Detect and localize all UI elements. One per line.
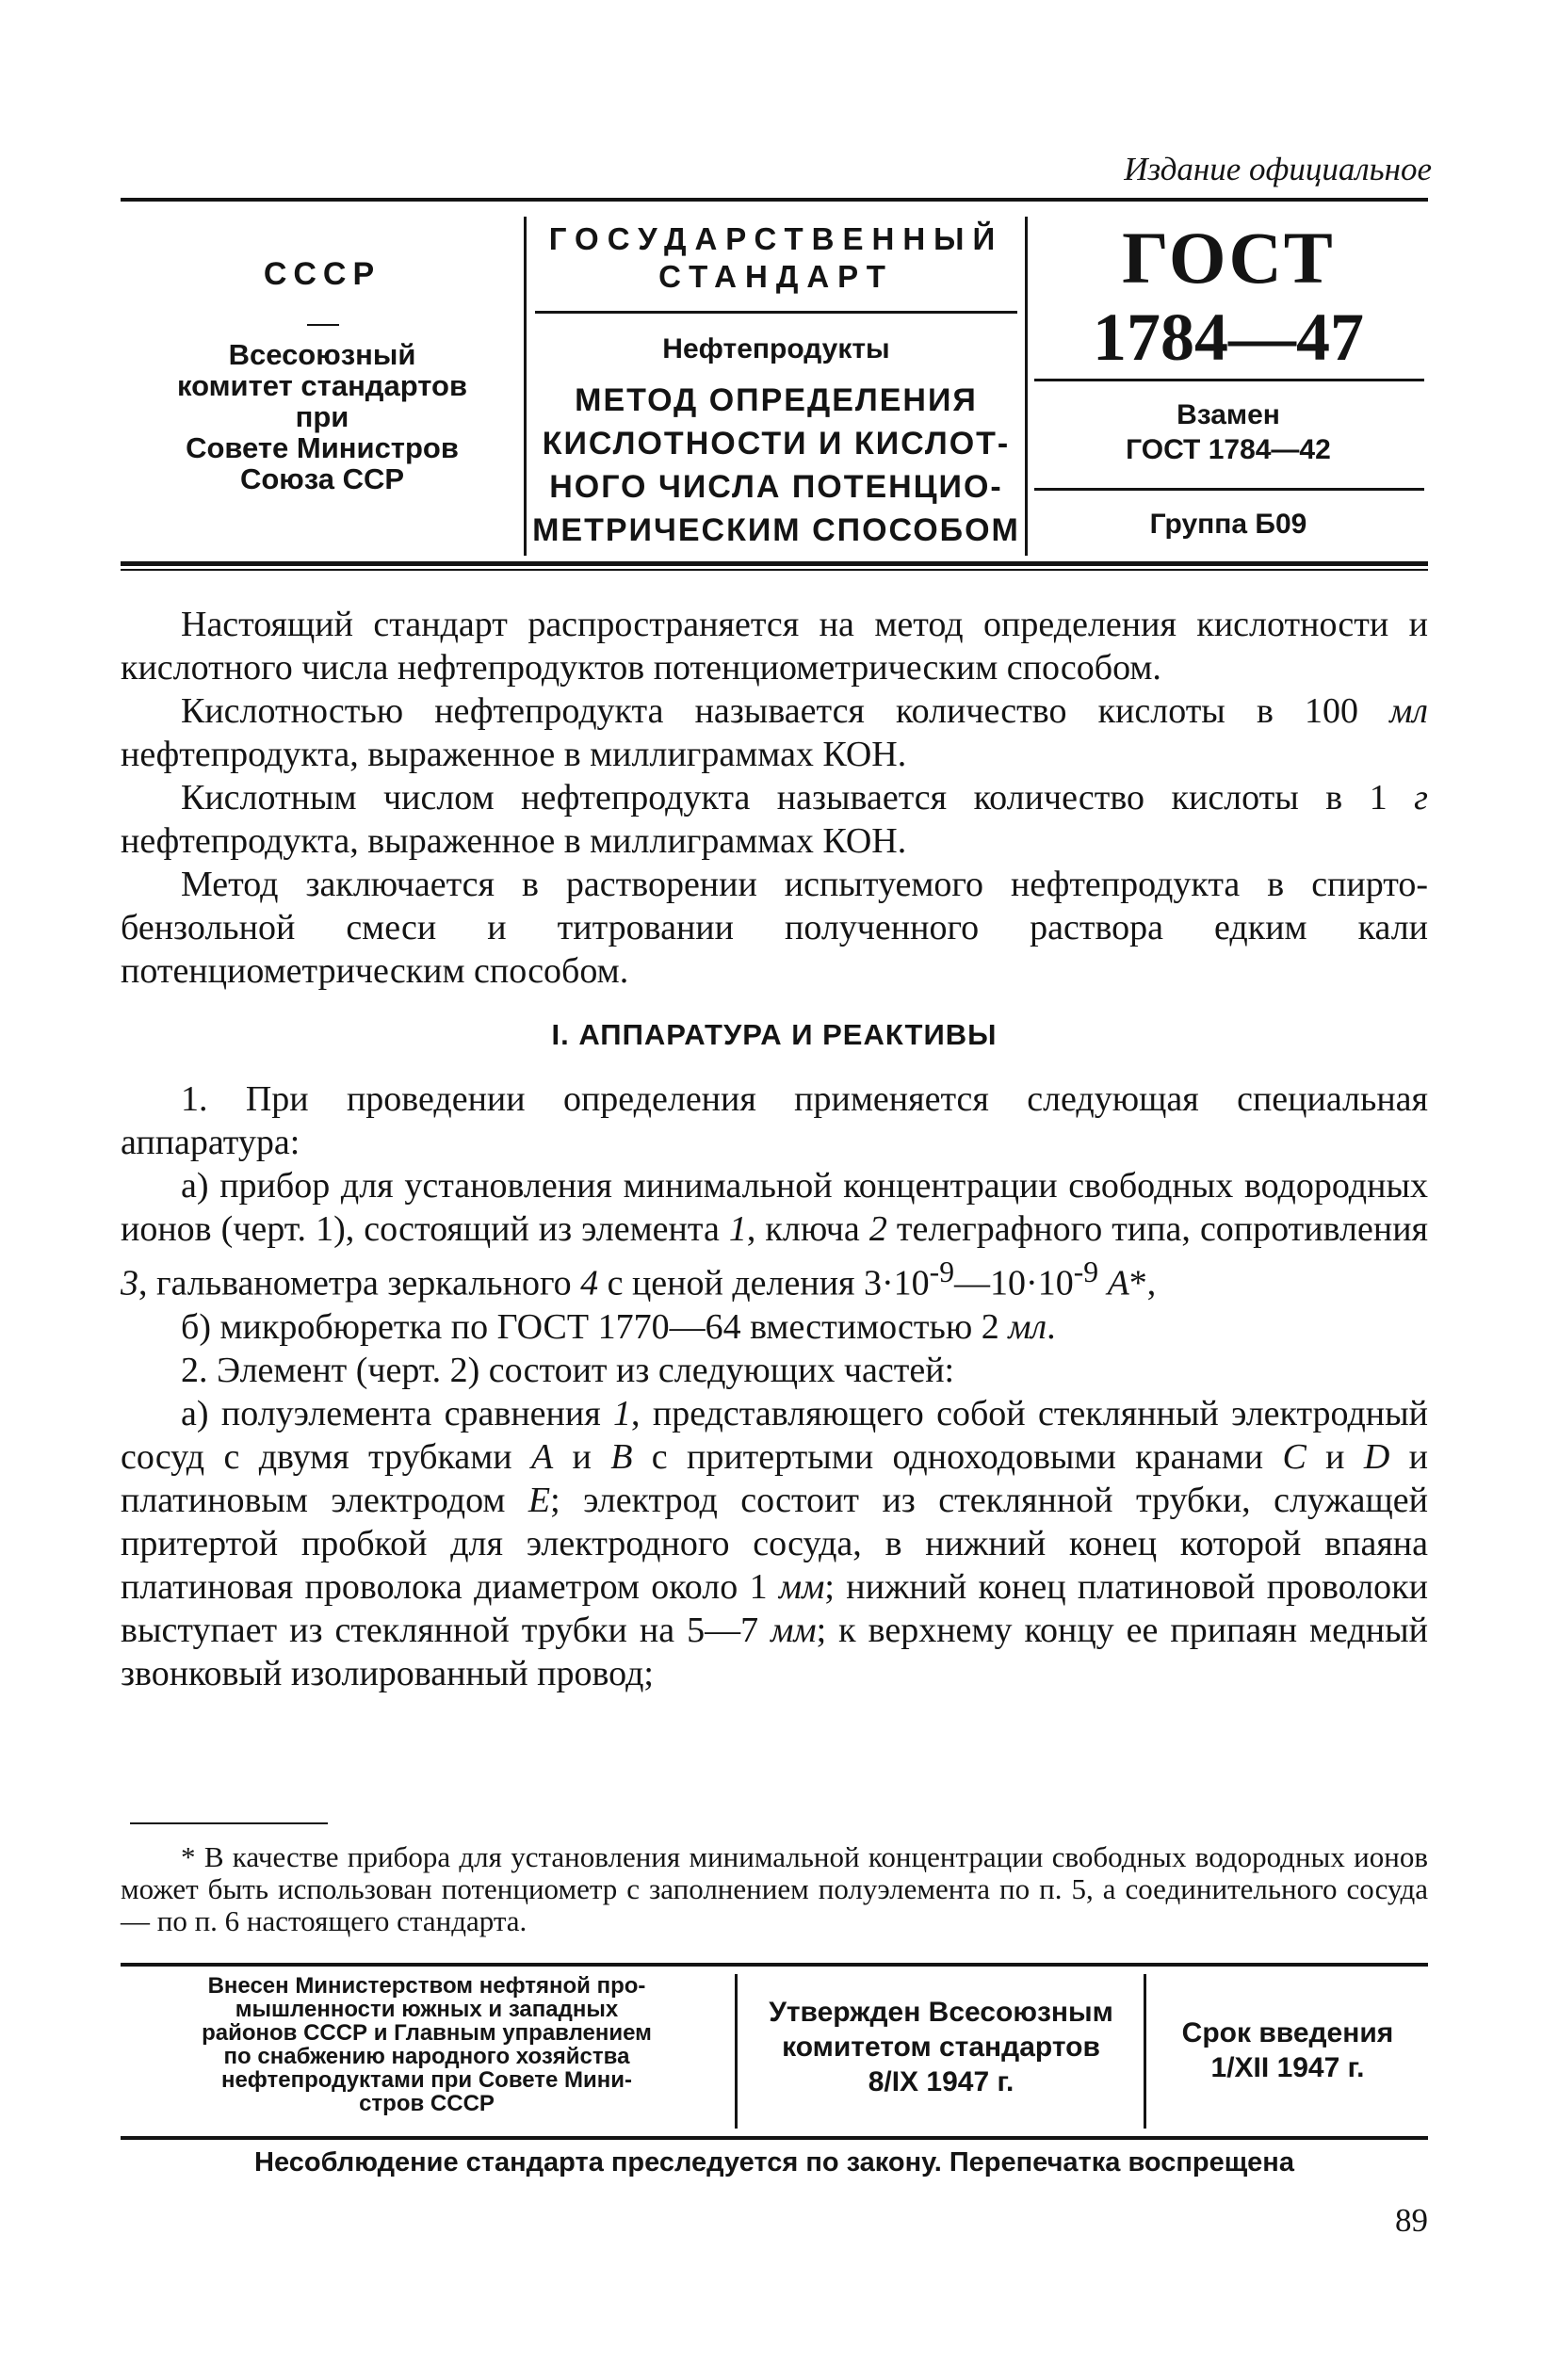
- state-standard-title: [527, 220, 1025, 296]
- gost-number: 1784—47: [1093, 300, 1364, 375]
- item-2a: а) полуэлемента сравнения 1, представляющего собой стеклянный электродный сосуд с двумя трубками А и В с притертыми одноходовыми кранами С и D и платиновым электродом Е; электрод состоит из стеклянной трубки, служащей притертой пробкой для электродного сосуда, в нижний конец которой впаяна платиновая проволока диаметром около 1 мм; нижний конец платиновой проволоки выступает из стеклянной трубки на 5—7 мм; к верхнему концу ее припаян медный звонковый изолированный провод;: [121, 1393, 1429, 1693]
- approved-line: Утвержден Всесоюзным: [769, 1997, 1113, 2028]
- gost-rule-2: [1034, 488, 1424, 491]
- introduced-line: стров СССР: [359, 2091, 495, 2116]
- introduced-line: по снабжению народного хозяйства: [223, 2044, 630, 2069]
- item-1b: б) микробюретка по ГОСТ 1770—64 вместимостью 2 мл.: [181, 1306, 1056, 1347]
- main-text: [121, 603, 1428, 1695]
- header-divider-right: [1025, 217, 1028, 556]
- item-1a: а) прибор для установления минимальной концентрации свободных водородных ионов (черт. 1), состоящий из элемента 1, ключа 2 телеграфного типа, сопротивления 3, гальванометра зеркального 4 с ценой деления $3\cdot 10^{-9}—10\cdot 10^{-9}$ А*,: [121, 1166, 1429, 1303]
- state-standard-line: СТАНДАРТ: [658, 259, 894, 294]
- approval-table: [121, 1963, 1428, 2142]
- official-edition-label: Издание официальное: [1124, 151, 1432, 187]
- committee-line: Совете Министров: [186, 431, 459, 464]
- committee-line: Всесоюзный: [228, 338, 416, 371]
- table-divider-right: [1144, 1974, 1146, 2129]
- method-title: [527, 379, 1025, 552]
- introduced-line: нефтепродуктами при Совете Мини-: [220, 2067, 633, 2093]
- effective-line: Срок введения: [1181, 2017, 1394, 2048]
- committee-line: Союза ССР: [239, 462, 405, 495]
- method-title-line: КИСЛОТНОСТИ И КИСЛОТ-: [542, 426, 1011, 461]
- section-heading: I. АППАРАТУРА И РЕАКТИВЫ: [551, 1018, 998, 1051]
- gost-rule-1: [1034, 379, 1424, 381]
- ussr-dash: [307, 324, 339, 326]
- ussr-label: СССР: [263, 256, 381, 292]
- method-description: Метод заключается в растворении испытуемого нефтепродукта в спирто-бензольной смеси и титровании полученного раствора едким кали потенциометрическим способом.: [121, 865, 1428, 991]
- table-bottom-rule: [121, 2136, 1428, 2140]
- committee-line: комитет стандартов: [176, 369, 468, 402]
- header-middle-rule: [535, 311, 1017, 314]
- introduced-line: мышленности южных и западных: [235, 1997, 619, 2022]
- replaces-line: ГОСТ 1784—42: [1126, 434, 1331, 465]
- replaces-line: Взамен: [1177, 399, 1280, 430]
- replaces-standard: [1029, 397, 1428, 467]
- group-code: Группа Б09: [1149, 509, 1307, 540]
- effective-line: 1/XII 1947 г.: [1210, 2052, 1365, 2083]
- committee-line: при: [295, 400, 349, 433]
- gost-label: ГОСТ: [1122, 217, 1335, 299]
- header-bottom-rule-thin: [121, 569, 1428, 571]
- approved-by: [738, 1995, 1144, 2099]
- approved-line: комитетом стандартов: [782, 2032, 1100, 2063]
- page-number: 89: [1395, 2202, 1428, 2239]
- law-notice: Несоблюдение стандарта преследуется по закону. Перепечатка воспрещена: [254, 2147, 1294, 2178]
- approved-line: 8/IX 1947 г.: [868, 2066, 1014, 2097]
- introduced-line: Внесен Министерством нефтяной про-: [207, 1973, 646, 1999]
- method-title-line: НОГО ЧИСЛА ПОТЕНЦИО-: [549, 469, 1003, 505]
- item-2: 2. Элемент (черт. 2) состоит из следующих частей:: [181, 1350, 955, 1390]
- intro-paragraph: Настоящий стандарт распространяется на метод определения кислотности и кислотного числа нефтепродуктов потенциометрическим способом.: [121, 605, 1428, 688]
- committee-name: [121, 339, 524, 494]
- introduced-by: [121, 1974, 733, 2115]
- state-standard-line: ГОСУДАРСТВЕННЫЙ: [548, 221, 1004, 256]
- product-name: Нефтепродукты: [662, 333, 890, 364]
- introduced-line: районов СССР и Главным управлением: [202, 2020, 652, 2046]
- footnote-rule: [130, 1822, 328, 1824]
- acidity-definition: Кислотностью нефтепродукта называется количество кислоты в 100 мл нефтепродукта, выраженное в миллиграммах КОН.: [121, 691, 1428, 774]
- footnote: * В качестве прибора для установления минимальной концентрации свободных водородных ионов может быть использован потенциометр с заполнением полуэлемента по п. 5, а соединительного сосуда — по п. 6 настоящего стандарта.: [121, 1840, 1428, 1937]
- item-1: 1. При проведении определения применяется следующая специальная аппаратура:: [121, 1079, 1428, 1162]
- method-title-line: МЕТОД ОПРЕДЕЛЕНИЯ: [575, 382, 978, 418]
- header-divider-left: [524, 217, 527, 556]
- table-divider-left: [735, 1974, 738, 2129]
- method-title-line: МЕТРИЧЕСКИМ СПОСОБОМ: [532, 512, 1020, 548]
- table-top-rule: [121, 1963, 1428, 1967]
- acid-number-definition: Кислотным числом нефтепродукта называется количество кислоты в 1 г нефтепродукта, выраженное в миллиграммах КОН.: [121, 778, 1428, 861]
- standard-header: [121, 198, 1428, 573]
- header-bottom-rule: [121, 561, 1428, 566]
- header-top-rule: [121, 198, 1428, 202]
- effective-date: [1147, 2016, 1428, 2085]
